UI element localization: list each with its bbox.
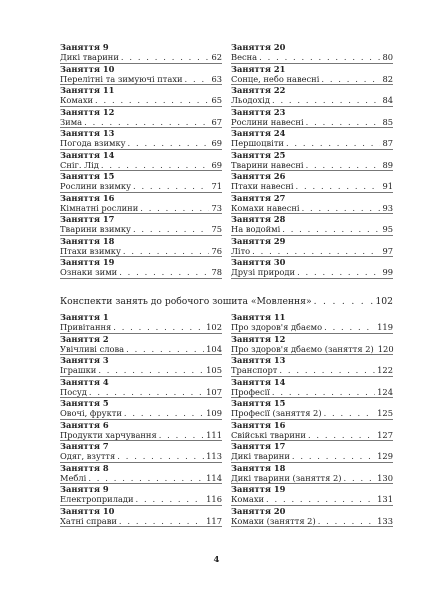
leader-dots [140,203,209,213]
leader-dots [101,160,210,170]
toc-entry-row [231,322,393,332]
toc-entry [231,214,393,236]
toc-entry [231,85,393,107]
leader-dots [128,138,210,148]
lesson-number: Заняття 18 [60,235,115,246]
toc-entry [231,506,393,528]
lesson-title: Комахи навесні [231,202,300,213]
lesson-title: Дикі тварини (заняття 2) [231,472,342,483]
lesson-page: 73 [211,202,222,213]
lesson-title: Комахи [60,95,94,105]
section-page: 102 [375,296,393,307]
toc-entry-row [231,387,393,397]
lesson-page: 82 [382,73,393,84]
lesson-number: Заняття 15 [231,398,286,408]
toc-entry-row [231,344,393,354]
toc-entry-row [60,138,222,148]
toc-entry [231,355,393,377]
toc-entry-row [231,451,393,461]
lesson-page: 127 [377,429,393,440]
lesson-page: 113 [206,451,222,461]
lesson-title: Меблі [60,472,87,483]
lesson-page: 130 [377,472,393,483]
toc-entry-row [231,365,393,375]
toc-entry [231,193,393,215]
lesson-title: Професії (заняття 2) [231,408,322,418]
lesson-title: Іграшки [60,365,97,375]
leader-dots [272,95,380,105]
lesson-title: Транспорт [231,365,278,375]
leader-dots [282,224,380,234]
lesson-page: 131 [377,494,393,504]
lesson-number: Заняття 23 [231,106,286,117]
lesson-number: Заняття 21 [231,63,286,74]
lesson-page: 76 [211,245,222,256]
leader-dots [272,387,375,397]
toc-entry-row [60,344,222,354]
lesson-title: Професії [231,386,270,397]
lesson-title: Овочі, фрукти [60,408,122,418]
toc-entry [60,257,222,279]
leader-dots [324,322,375,332]
leader-dots [113,322,204,332]
lesson-title: Комахи (заняття 2) [231,515,316,526]
lesson-title: Посуд [60,386,87,397]
lesson-page: 67 [211,116,222,127]
toc-entry [231,484,393,506]
toc-entry [60,150,222,172]
lesson-number: Заняття 14 [60,149,115,160]
lesson-title: Тварини взимку [60,224,131,234]
lesson-title: Одяг, взуття [60,451,116,461]
toc-entry-row [60,117,222,127]
toc-entry [60,85,222,107]
toc-entry-row [60,95,222,105]
toc-entry [60,355,222,377]
leader-dots [117,451,204,461]
lesson-page: 105 [206,365,222,375]
lesson-title: Рослини навесні [231,116,304,127]
leader-dots [133,181,209,191]
lesson-page: 122 [377,365,393,375]
lesson-number: Заняття 10 [60,505,115,516]
leader-dots [119,267,209,277]
lesson-number: Заняття 12 [60,106,115,117]
leader-dots [252,246,380,256]
lesson-title: Літо [231,245,251,256]
toc-entry-row [60,387,222,397]
toc-entry-row [60,74,222,84]
lesson-title: Льодохід [231,95,270,105]
toc-entry-row [231,52,393,62]
lesson-title: Ознаки зими [60,267,118,277]
toc-entry [231,377,393,399]
toc-entry [60,377,222,399]
lesson-title: Увічливі слова [60,343,125,354]
lesson-number: Заняття 18 [231,462,286,473]
toc-entry [60,441,222,463]
lesson-page: 120 [377,343,394,354]
lesson-number: Заняття 16 [231,419,286,430]
toc-entry-row [60,494,222,504]
lesson-page: 119 [377,322,393,332]
toc-entry [231,150,393,172]
lesson-title: Рослини взимку [60,181,131,191]
lesson-number: Заняття 19 [231,484,286,494]
leader-dots [302,203,381,213]
lesson-page: 109 [206,408,222,418]
leader-dots [136,494,205,504]
leader-dots [98,365,204,375]
lesson-title: Продукти харчування [60,429,157,440]
section-heading [60,296,393,308]
toc-entry-row [231,117,393,127]
lesson-title: Птахи навесні [231,181,294,191]
leader-dots [308,430,375,440]
lesson-page: 129 [377,451,393,461]
lesson-page: 111 [206,429,222,440]
lesson-title: Сонце, небо навесні [231,73,320,84]
lesson-title: Зима [60,116,83,127]
toc-entry [60,420,222,442]
leader-dots [119,516,204,526]
lesson-page: 95 [382,224,393,234]
lesson-number: Заняття 12 [231,333,286,344]
leader-dots [321,74,380,84]
lesson-page: 63 [211,73,222,84]
toc-entry-row [231,160,393,170]
toc-entry-row [231,267,393,277]
toc-entry-row [231,408,393,418]
lesson-page: 62 [211,52,222,62]
lesson-title: Першоцвіти [231,138,284,148]
leader-dots [266,494,375,504]
lesson-page: 125 [377,408,393,418]
lesson-title: Тварини навесні [231,159,304,170]
lesson-number: Заняття 22 [231,85,286,95]
lesson-number: Заняття 24 [231,128,286,138]
toc-entry-row [60,160,222,170]
toc-entry [231,312,393,334]
leader-dots [297,267,380,277]
toc-entry-row [231,494,393,504]
leader-dots [95,95,209,105]
leader-dots [88,473,204,483]
toc-entry [60,214,222,236]
lesson-number: Заняття 11 [60,85,115,95]
page-number: 4 [213,555,220,565]
section-leader-dots [314,296,374,308]
leader-dots [123,246,210,256]
lesson-page: 99 [382,267,393,277]
lesson-page: 75 [211,224,222,234]
lesson-number: Заняття 9 [60,484,109,494]
leader-dots [84,117,209,127]
lesson-page: 87 [382,138,393,148]
lesson-number: Заняття 5 [60,398,109,408]
toc-entry [231,334,393,356]
lesson-page: 93 [382,202,393,213]
toc-entry-row [60,365,222,375]
lesson-title: На водоймі [231,224,281,234]
leader-dots [126,344,204,354]
toc-entry [60,171,222,193]
lesson-page: 91 [382,181,393,191]
toc-entry [60,334,222,356]
toc-entry [231,441,393,463]
lesson-page: 107 [206,386,222,397]
lesson-page: 85 [382,116,393,127]
lesson-page: 78 [211,267,222,277]
toc-entry-row [231,224,393,234]
lesson-number: Заняття 20 [231,42,286,52]
lesson-number: Заняття 14 [231,376,286,387]
lesson-page: 102 [206,322,222,332]
lesson-number: Заняття 6 [60,419,109,430]
lesson-number: Заняття 13 [231,355,286,365]
toc-entry [231,128,393,150]
lesson-page: 71 [211,181,222,191]
lesson-number: Заняття 13 [60,128,115,138]
leader-dots [89,387,204,397]
lesson-title: Сніг. Лід [60,159,99,170]
lesson-title: Перелітні та зимуючі птахи [60,73,183,84]
leader-dots [292,451,375,461]
toc-entry-row [231,95,393,105]
lesson-title: Хатні справи [60,515,117,526]
lesson-title: Весна [231,52,258,62]
toc-column-left-bottom [60,312,222,527]
toc-entry [231,171,393,193]
lesson-page: 97 [382,245,393,256]
toc-entry [60,463,222,485]
lesson-number: Заняття 10 [60,63,115,74]
lesson-title: Птахи взимку [60,245,121,256]
section-title: Конспекти занять до робочого зошита «Мовлення» [60,296,312,307]
leader-dots [324,408,376,418]
lesson-title: Дикі тварини [60,52,119,62]
toc-entry [231,64,393,86]
toc-entry [60,506,222,528]
toc-entry [60,128,222,150]
toc-entry-row [60,322,222,332]
lesson-page: 124 [377,386,393,397]
toc-entry-row [60,430,222,440]
lesson-page: 84 [382,95,393,105]
lesson-number: Заняття 16 [60,192,115,203]
toc-entry-row [231,430,393,440]
lesson-number: Заняття 20 [231,505,286,516]
lesson-title: Про здоров'я дбаємо [231,322,323,332]
lesson-page: 80 [382,52,393,62]
lesson-number: Заняття 25 [231,149,286,160]
toc-column-right-bottom [231,312,393,527]
lesson-page: 69 [211,159,222,170]
leader-dots [133,224,210,234]
lesson-number: Заняття 7 [60,441,109,451]
toc-column-right-top [231,42,393,279]
lesson-number: Заняття 9 [60,42,109,52]
leader-dots [306,117,381,127]
leader-dots [344,473,376,483]
leader-dots [286,138,380,148]
lesson-number: Заняття 2 [60,333,109,344]
toc-column-left-top [60,42,222,279]
toc-entry-row [60,451,222,461]
lesson-number: Заняття 11 [231,312,286,322]
toc-entry [60,236,222,258]
toc-entry [231,257,393,279]
lesson-title: Дикі тварини [231,451,290,461]
lesson-page: 65 [211,95,222,105]
toc-entry [231,420,393,442]
toc-entry [60,193,222,215]
toc-entry [60,107,222,129]
toc-entry-row [231,203,393,213]
lesson-page: 89 [382,159,393,170]
toc-entry-row [60,516,222,526]
leader-dots [318,516,375,526]
toc-entry-row [231,74,393,84]
leader-dots [279,365,375,375]
toc-entry-row [60,473,222,483]
lesson-title: Електроприлади [60,494,134,504]
lesson-number: Заняття 4 [60,376,109,387]
lesson-number: Заняття 29 [231,235,286,246]
toc-entry [231,398,393,420]
lesson-number: Заняття 27 [231,192,286,203]
toc-entry [231,236,393,258]
leader-dots [159,430,204,440]
lesson-number: Заняття 26 [231,171,286,181]
lesson-number: Заняття 15 [60,171,115,181]
leader-dots [185,74,210,84]
toc-entry-row [60,267,222,277]
toc-entry-row [60,52,222,62]
lesson-page: 114 [206,472,222,483]
lesson-title: Свійські тварини [231,429,306,440]
toc-entry [60,42,222,64]
toc-entry-row [60,203,222,213]
lesson-title: Кімнатні рослини [60,202,139,213]
lesson-number: Заняття 3 [60,355,109,365]
toc-entry-row [60,408,222,418]
lesson-number: Заняття 17 [60,214,115,224]
lesson-page: 117 [206,515,222,526]
lesson-number: Заняття 1 [60,312,109,322]
toc-entry [60,484,222,506]
lesson-title: Про здоров'я дбаємо (заняття 2) [231,343,374,354]
toc-entry-row [231,138,393,148]
lesson-title: Друзі природи [231,267,296,277]
leader-dots [296,181,381,191]
toc-entry-row [231,246,393,256]
lesson-page: 133 [377,515,393,526]
toc-entry-row [60,246,222,256]
toc-entry [231,107,393,129]
toc-entry-row [231,181,393,191]
lesson-number: Заняття 8 [60,462,109,473]
lesson-title: Комахи [231,494,265,504]
leader-dots [124,408,204,418]
toc-entry-row [60,181,222,191]
lesson-title: Привітання [60,322,112,332]
leader-dots [121,52,210,62]
lesson-page: 116 [206,494,222,504]
lesson-page: 69 [211,138,222,148]
toc-entry [231,42,393,64]
toc-entry [231,463,393,485]
lesson-title: Погода взимку [60,138,126,148]
toc-entry [60,398,222,420]
toc-entry [60,312,222,334]
lesson-page: 104 [206,343,222,354]
toc-entry-row [60,224,222,234]
lesson-number: Заняття 17 [231,441,286,451]
toc-entry [60,64,222,86]
lesson-number: Заняття 28 [231,214,286,224]
leader-dots [306,160,381,170]
lesson-number: Заняття 19 [60,257,115,267]
lesson-number: Заняття 30 [231,257,286,267]
toc-entry-row [231,516,393,526]
leader-dots [259,52,380,62]
toc-entry-row [231,473,393,483]
